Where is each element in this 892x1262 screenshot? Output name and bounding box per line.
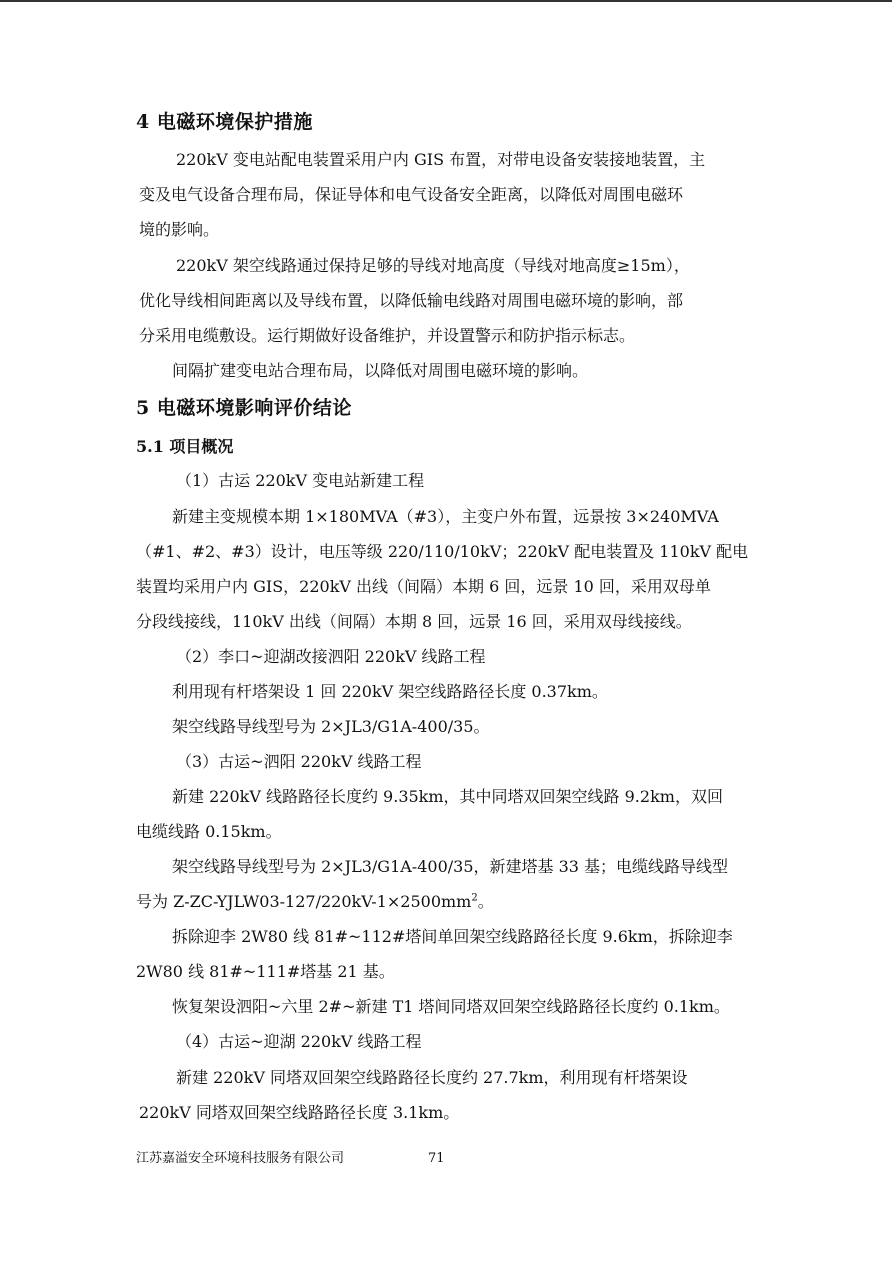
paragraph-line: 220kV 变电站配电装置采用户内 GIS 布置，对带电设备安装接地装置，主 xyxy=(176,150,706,169)
item-heading: （3）古运~泗阳 220kV 线路工程 xyxy=(176,752,422,771)
sub-heading-5-1: 5.1 项目概况 xyxy=(136,437,234,456)
paragraph-line: 变及电气设备合理布局，保证导体和电气设备安全距离，以降低对周围电磁环 xyxy=(139,185,684,204)
paragraph-line: 拆除迎李 2W80 线 81#~112#塔间单回架空线路路径长度 9.6km，拆除迎李 xyxy=(172,927,733,946)
paragraph-line: 220kV 架空线路通过保持足够的导线对地高度（导线对地高度≥15m）， xyxy=(176,256,690,275)
paragraph-line: 220kV 同塔双回架空线路路径长度 3.1km。 xyxy=(139,1103,460,1122)
paragraph-line-text: 号为 Z-ZC-YJLW03-127/220kV-1×2500mm xyxy=(136,892,472,911)
paragraph-line: 新建 220kV 线路路径长度约 9.35km，其中同塔双回架空线路 9.2km，双回 xyxy=(172,787,723,806)
paragraph-line: 电缆线路 0.15km。 xyxy=(136,822,282,841)
paragraph-line: 装置均采用户内 GIS，220kV 出线（间隔）本期 6 回，远景 10 回，采用双母单 xyxy=(136,577,711,596)
item-heading: （1）古运 220kV 变电站新建工程 xyxy=(176,471,425,490)
paragraph-line xyxy=(136,892,494,912)
paragraph-line: 恢复架设泗阳~六里 2#~新建 T1 塔间同塔双回架空线路路径长度约 0.1km。 xyxy=(172,997,730,1016)
paragraph-line: 2W80 线 81#~111#塔基 21 基。 xyxy=(136,962,395,981)
footer-company: 江苏嘉溢安全环境科技服务有限公司 xyxy=(136,1151,345,1166)
item-heading: （4）古运~迎湖 220kV 线路工程 xyxy=(176,1032,422,1051)
page-number: 71 xyxy=(428,1151,445,1166)
paragraph-line: 分段线接线，110kV 出线（间隔）本期 8 回，远景 16 回，采用双母线接线。 xyxy=(136,612,692,631)
paragraph-line: 境的影响。 xyxy=(139,220,220,239)
item-heading: （2）李口~迎湖改接泗阳 220kV 线路工程 xyxy=(176,647,486,666)
paragraph-line: 间隔扩建变电站合理布局，以降低对周围电磁环境的影响。 xyxy=(172,361,589,380)
paragraph-line: 架空线路导线型号为 2×JL3/G1A-400/35，新建塔基 33 基；电缆线路导线型 xyxy=(172,857,729,876)
paragraph-line: （#1、#2、#3）设计，电压等级 220/110/10kV；220kV 配电装置及 110kV 配电 xyxy=(136,542,749,561)
paragraph-line: 架空线路导线型号为 2×JL3/G1A-400/35。 xyxy=(172,717,490,736)
paragraph-line: 分采用电缆敷设。运行期做好设备维护，并设置警示和防护指示标志。 xyxy=(139,326,636,345)
page-top-border xyxy=(0,0,892,2)
paragraph-line: 优化导线相间距离以及导线布置，以降低输电线路对周围电磁环境的影响，部 xyxy=(139,291,684,310)
paragraph-line-end: 。 xyxy=(477,892,494,911)
section-heading-5: 5 电磁环境影响评价结论 xyxy=(136,397,352,419)
paragraph-line: 利用现有杆塔架设 1 回 220kV 架空线路路径长度 0.37km。 xyxy=(172,682,608,701)
paragraph-line: 新建主变规模本期 1×180MVA（#3），主变户外布置，远景按 3×240MVA xyxy=(172,507,719,526)
section-heading-4: 4 电磁环境保护措施 xyxy=(136,111,313,133)
paragraph-line: 新建 220kV 同塔双回架空线路路径长度约 27.7km，利用现有杆塔架设 xyxy=(176,1068,688,1087)
superscript-2: 2 xyxy=(471,892,478,904)
